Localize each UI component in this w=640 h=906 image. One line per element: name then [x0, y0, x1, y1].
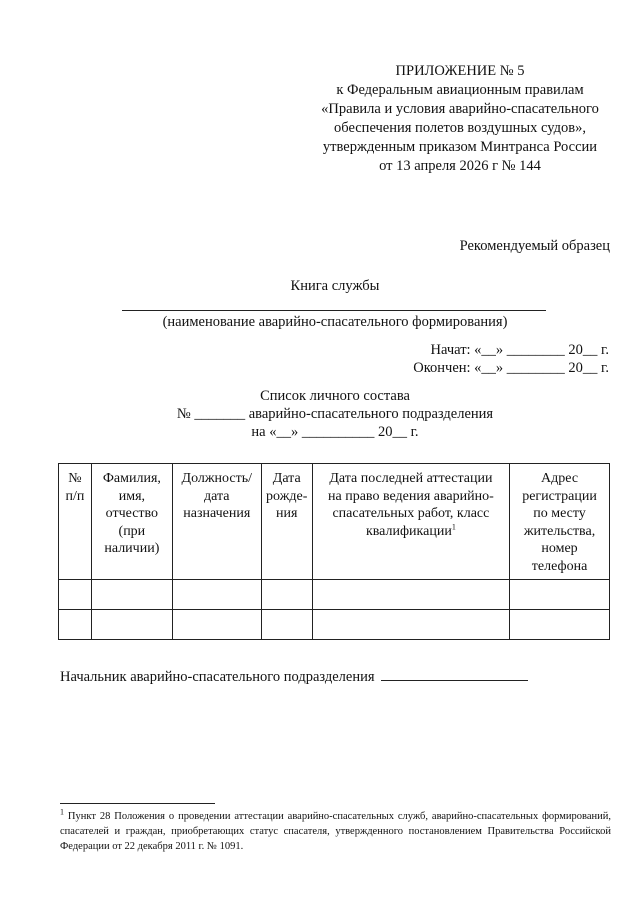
col-header-address: Адрес регистрации по месту жительства, номер телефона — [510, 464, 610, 580]
col-header-position: Должность/ дата назначения — [172, 464, 261, 580]
appendix-line: утвержденным приказом Минтранса России — [322, 139, 598, 155]
start-date: Начат: «__» ________ 20__ г. — [430, 342, 609, 358]
table-cell[interactable] — [261, 610, 312, 640]
table-cell[interactable] — [510, 610, 610, 640]
footnote — [60, 809, 611, 854]
footnote-text: Пункт 28 Положения о проведении аттестации аварийно-спасательных служб, аварийно-спасательных формирований, спасателей и граждан, приобретающих статус спасателя, утвержденного постановлением Правительства Российской Федерации от 22 декабря 2011 г. № 1091. — [60, 811, 611, 852]
org-name-blank-line — [122, 310, 546, 311]
book-title: Книга службы — [290, 278, 380, 294]
end-date: Окончен: «__» ________ 20__ г. — [413, 360, 609, 376]
table-cell[interactable] — [312, 580, 509, 610]
col-header-number: № п/п — [59, 464, 92, 580]
appendix-header — [300, 62, 620, 176]
table-header-row — [59, 464, 610, 580]
org-name-caption: (наименование аварийно-спасательного формирования) — [162, 314, 508, 330]
appendix-line: к Федеральным авиационным правилам — [336, 82, 584, 98]
roster-unit-line: № _______ аварийно-спасательного подразделения — [176, 406, 494, 422]
footnote-separator — [60, 803, 215, 804]
chief-signature-blank[interactable] — [381, 666, 528, 681]
table-row — [59, 610, 610, 640]
table-cell[interactable] — [91, 580, 172, 610]
roster-heading — [0, 387, 640, 441]
roster-date-line: на «__» __________ 20__ г. — [251, 424, 419, 440]
footnote-mark: 1 — [60, 807, 64, 817]
chief-label: Начальник аварийно-спасательного подразделения — [60, 669, 375, 685]
appendix-line: обеспечения полетов воздушных судов», — [334, 120, 586, 136]
table-cell[interactable] — [510, 580, 610, 610]
table-cell[interactable] — [261, 580, 312, 610]
personnel-table — [58, 463, 610, 640]
col-header-full-name: Фамилия, имя, отчество (при наличии) — [91, 464, 172, 580]
col-header-birth-date: Дата рожде- ния — [261, 464, 312, 580]
recommended-sample-label: Рекомендуемый образец — [459, 238, 610, 254]
appendix-line: от 13 апреля 2026 г № 144 — [379, 158, 541, 174]
table-cell[interactable] — [59, 610, 92, 640]
table-cell[interactable] — [312, 610, 509, 640]
book-dates — [413, 341, 609, 377]
table-cell[interactable] — [59, 580, 92, 610]
appendix-title: ПРИЛОЖЕНИЕ № 5 — [395, 63, 525, 79]
roster-title: Список личного состава — [260, 388, 410, 404]
table-cell[interactable] — [91, 610, 172, 640]
appendix-line: «Правила и условия аварийно-спасательного — [321, 101, 599, 117]
chief-signature-line — [60, 666, 528, 686]
table-row — [59, 580, 610, 610]
col-header-attestation: Дата последней аттестации на право ведения аварийно- спасательных работ, класс квалификации$^1$ — [312, 464, 509, 580]
footnote-ref: 1 — [451, 521, 456, 531]
table-cell[interactable] — [172, 580, 261, 610]
table-cell[interactable] — [172, 610, 261, 640]
